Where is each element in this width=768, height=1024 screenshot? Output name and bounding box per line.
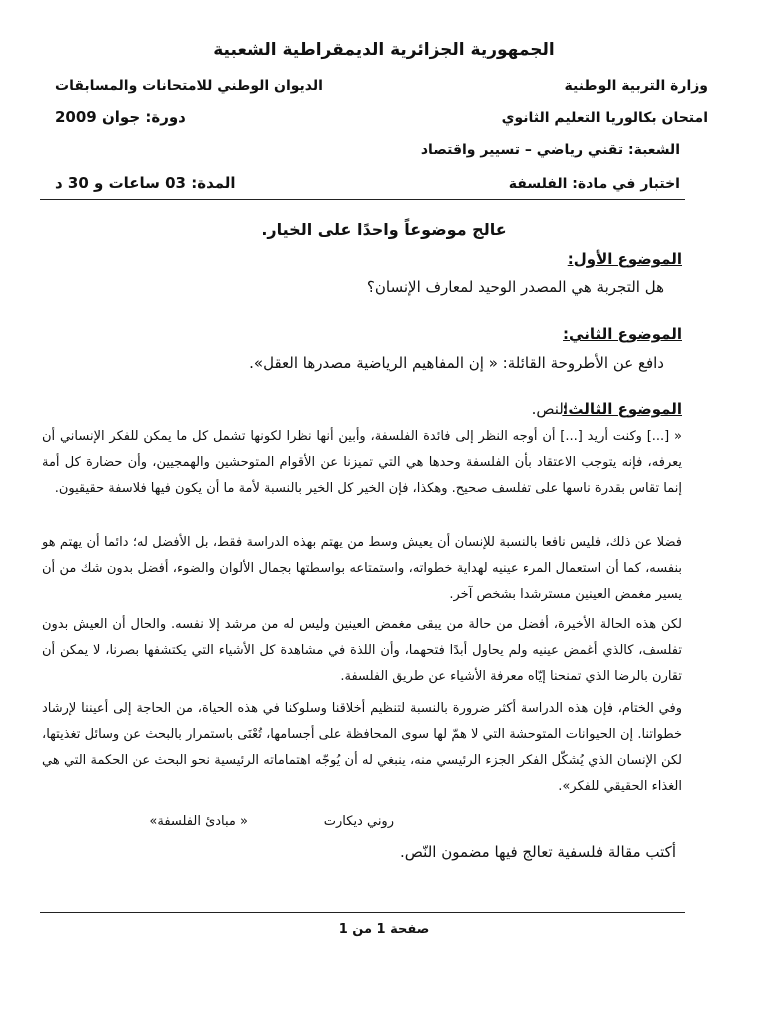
header-divider xyxy=(40,199,685,200)
instruction-text: عالج موضوعاً واحدًا على الخيار. xyxy=(261,220,507,239)
exam-label: امتحان بكالوريا التعليم الثانوي xyxy=(501,110,708,126)
topic2-question: دافع عن الأطروحة القائلة: « إن المفاهيم الرياضية مصدرها العقل». xyxy=(249,354,664,372)
topic1-heading: الموضوع الأول: xyxy=(567,250,682,268)
task-instruction: أكتب مقالة فلسفية تعالج فيها مضمون النّص. xyxy=(400,843,676,861)
branch-label: الشعبة: تقني رياضي – تسيير واقتصاد xyxy=(420,142,680,158)
topic3-heading: الموضوع الثالث: xyxy=(562,400,682,418)
text-paragraph-3: لكن هذه الحالة الأخيرة، أفضل من حالة من يبقى مغمض العينين وليس له من مرشد إلا نفسه. والحال أن العيش بدون تفلسف، كالذي أغمض عينيه ولم يحاول أبدًا فتحهما، وأن اللذة في مشاهدة كل الأشياء التي يكتشفها بصرنا، لا يمكن أن تقارن بالرضا الذي تمنحنا إيّاه معرفة الأشياء عن طريق الفلسفة. xyxy=(42,617,682,684)
page-number: صفحة 1 من 1 xyxy=(338,922,430,937)
republic-title: الجمهورية الجزائرية الديمقراطية الشعبية xyxy=(213,40,555,60)
source-title: « مبادئ الفلسفة» xyxy=(149,814,248,829)
text-paragraph-1: « [...] وكنت أريد [...] أن أوجه النظر إلى فائدة الفلسفة، وأبين أنها نظرا لكونها تشمل كل ما يمكن للفكر الإنساني أن يعرفه، فإنه يتوجب الاعتقاد بأن الفلسفة وحدها هي التي تميزنا عن الأقوام المتوحشين والهمجيين، وأن حضارة كل أمة إنما تقاس بقدرة ناسها على تفلسف صحيح. وهكذا، فإن الخير كل الخير بالنسبة لأمة ما أن يكون فيها فلاسفة حقيقيون. xyxy=(42,429,682,496)
ministry-label: وزارة التربية الوطنية xyxy=(564,78,708,94)
topic1-question: هل التجربة هي المصدر الوحيد لمعارف الإنسان؟ xyxy=(366,278,664,296)
topic2-heading: الموضوع الثاني: xyxy=(563,325,682,343)
subject-label: اختبار في مادة: الفلسفة xyxy=(508,176,680,192)
office-label: الديوان الوطني للامتحانات والمسابقات xyxy=(55,78,323,94)
text-paragraph-4: وفي الختام، فإن هذه الدراسة أكثر ضرورة بالنسبة لتنظيم أخلاقنا وسلوكنا في هذه الحياة، من الحاجة إلى أعيننا لإرشاد خطواتنا. إن الحيوانات المتوحشة التي لا همّ لها سوى المحافظة على أجسامها، تُعْنَى باستمرار بالبحث عن وسائل تغذيتها، لكن الإنسان الذي يُشكّل الفكر الجزء الرئيسي منه، ينبغي له أن يُوجّه اهتماماته الرئيسية نحو البحث عن الحكمة التي هي الغذاء الحقيقي للفكر». xyxy=(42,701,682,794)
author-name: روني ديكارت xyxy=(323,814,394,829)
footer-divider xyxy=(40,912,685,913)
text-label: النص. xyxy=(531,400,568,418)
text-paragraph-2: فضلا عن ذلك، فليس نافعا بالنسبة للإنسان أن يعيش وسط من يهتم بهذه الدراسة فقط، بل الأفضل له؛ دائما أن يهتم هو بنفسه، كما أن استعمال المرء عينيه لهداية خطواته، واستمتاعه بواسطتها بجمال الألوان والضوء، أفضل بدون شك من أن يسير مغمض العينين مسترشدا بشخص آخر. xyxy=(42,535,682,602)
session-label: دورة: جوان 2009 xyxy=(55,108,186,126)
duration-label: المدة: 03 ساعات و 30 د xyxy=(55,174,236,192)
